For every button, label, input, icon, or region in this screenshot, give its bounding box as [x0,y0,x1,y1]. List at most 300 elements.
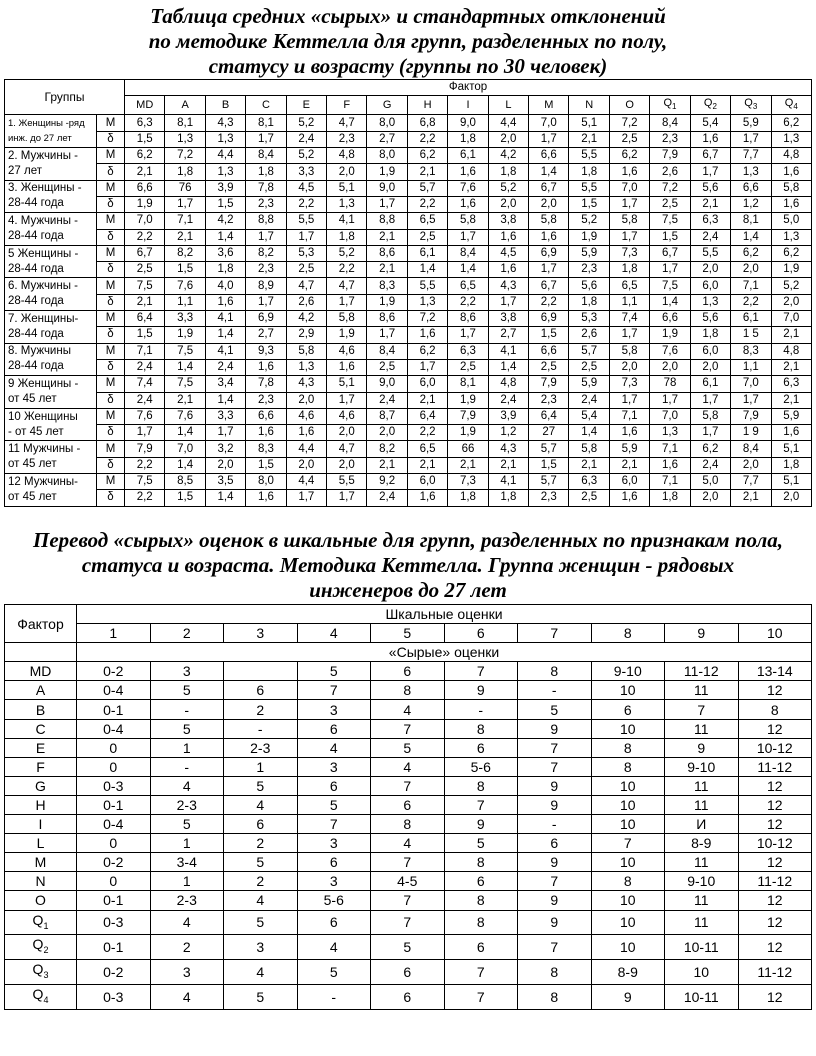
value-cell: 6,2 [690,441,730,457]
value-cell: 2,3 [246,262,286,278]
value-cell: 7,2 [609,115,649,131]
raw-range-cell: 12 [738,910,812,935]
scale-value-header: 6 [444,624,518,643]
table-row [5,408,812,424]
value-cell: 2,5 [367,359,407,375]
factor-letter: H [423,98,432,111]
raw-range-cell: 9 [591,984,665,1009]
value-cell: 7,0 [771,311,811,327]
raw-range-cell: 5 [444,834,518,853]
value-cell: 1,3 [771,229,811,245]
raw-range-cell: 6 [371,984,445,1009]
value-cell: 2,3 [246,392,286,408]
factor-cell [5,910,77,935]
factor-cell [5,795,77,814]
group-label-line: 28-44 года [8,197,64,210]
value-cell: 1,3 [771,131,811,147]
raw-range-cell: - [150,700,224,719]
raw-range-cell: 6 [444,872,518,891]
factor-letter: G [382,98,392,111]
stat-marker: δ [97,262,125,278]
factor-column-header [650,96,690,115]
value-cell: 7,5 [165,376,205,392]
raw-range-cell: 5 [150,681,224,700]
factor-column-header [448,96,488,115]
value-cell: 1,3 [650,425,690,441]
raw-range-cell: 6 [444,935,518,960]
value-cell: 6,9 [246,311,286,327]
value-cell: 9,3 [246,343,286,359]
value-cell: 6,0 [609,474,649,490]
value-cell: 1,6 [327,359,367,375]
value-cell: 1,7 [246,294,286,310]
factor-cell [5,776,77,795]
empty-cell [5,643,77,662]
raw-range-cell: 9 [518,853,592,872]
raw-range-cell: 10 [591,891,665,910]
value-cell: 2,0 [205,457,245,473]
value-cell: 6,5 [407,441,447,457]
raw-range-cell: 9 [518,891,592,910]
value-cell: 1,6 [246,359,286,375]
raw-range-cell: 12 [738,984,812,1009]
raw-range-cell: 10 [591,853,665,872]
raw-range-cell: - [224,719,298,738]
factor-cell [5,757,77,776]
value-cell: 5,1 [771,441,811,457]
value-cell: 5,1 [771,474,811,490]
value-cell: 1,8 [569,294,609,310]
value-cell: 5,6 [569,278,609,294]
title1-line: Таблица средних «сырых» и стандартных отклонений [150,4,666,28]
value-cell: 7,6 [125,408,165,424]
value-cell: 1,4 [165,425,205,441]
value-cell: 27 [529,425,569,441]
value-cell: 1,8 [327,229,367,245]
table-row [5,960,812,985]
group-label-line: 10 Женщины [8,410,78,423]
table-row [5,795,812,814]
factor-letter: C [35,720,46,737]
group-label-line: 28-44 года [8,262,64,275]
value-cell: 1,9 [367,164,407,180]
value-cell: 2,4 [125,392,165,408]
value-cell: 3,9 [488,408,528,424]
value-cell: 4,5 [488,245,528,261]
raw-range-cell: 9 [518,776,592,795]
raw-range-cell: 5 [224,853,298,872]
raw-range-cell: 8-9 [591,960,665,985]
value-cell: 1,7 [609,229,649,245]
value-cell: 1,7 [125,425,165,441]
stat-marker: M [97,311,125,327]
value-cell: 2,0 [609,359,649,375]
value-cell: 6,3 [125,115,165,131]
value-cell: 6,0 [407,474,447,490]
value-cell: 1,7 [488,294,528,310]
table2-title [0,528,816,603]
raw-range-cell: 5 [297,795,371,814]
raw-range-cell: 0-2 [77,662,151,681]
value-cell: 6,2 [407,343,447,359]
raw-range-cell: 1 [224,757,298,776]
scale-value-header: 3 [224,624,298,643]
raw-range-cell: 4 [224,960,298,985]
value-cell: 7,7 [731,148,771,164]
stat-marker: δ [97,425,125,441]
table-row [5,490,812,506]
value-cell: 8,3 [367,278,407,294]
value-cell: 7,9 [529,376,569,392]
value-cell: 2,5 [569,490,609,506]
group-label [5,278,97,311]
value-cell: 4,8 [488,376,528,392]
factor-letter: Q [663,97,673,110]
value-cell: 2,7 [246,327,286,343]
table-row [5,131,812,147]
value-cell: 2,2 [529,294,569,310]
raw-range-cell: 5 [150,815,224,834]
raw-range-cell: 0-3 [77,776,151,795]
value-cell: 7,1 [165,213,205,229]
raw-range-cell: 0 [77,738,151,757]
value-cell: 2,1 [367,229,407,245]
value-cell: 2,0 [690,262,730,278]
raw-range-cell: 9 [518,910,592,935]
value-cell: 7,8 [246,180,286,196]
raw-range-cell: 9 [665,738,739,757]
value-cell: 3,2 [205,441,245,457]
raw-range-cell: 7 [371,719,445,738]
raw-range-cell: 8 [738,700,812,719]
raw-range-cell: 8 [518,960,592,985]
value-cell: 2,1 [125,164,165,180]
stat-marker: M [97,474,125,490]
value-cell: 2,2 [731,294,771,310]
factor-column-header [327,96,367,115]
value-cell: 2,0 [690,359,730,375]
value-cell: 8,9 [246,278,286,294]
group-label [5,115,97,148]
value-cell: 8,0 [246,474,286,490]
value-cell: 2,4 [367,490,407,506]
value-cell: 5,1 [327,376,367,392]
table-row [5,815,812,834]
value-cell: 7,3 [609,245,649,261]
group-label-line: 28-44 года [8,295,64,308]
value-cell: 5,5 [569,148,609,164]
value-cell: 5,9 [569,245,609,261]
value-cell: 1,4 [205,229,245,245]
raw-range-cell: 9-10 [665,757,739,776]
raw-to-scale-table [4,604,812,1010]
raw-range-cell: 3 [297,757,371,776]
value-cell: 1,6 [407,327,447,343]
raw-range-cell: 7 [444,795,518,814]
stat-marker: M [97,343,125,359]
raw-range-cell: 10 [591,910,665,935]
value-cell: 8,2 [367,441,407,457]
raw-range-cell: 11 [665,776,739,795]
raw-range-cell: - [518,681,592,700]
raw-range-cell: 0-1 [77,891,151,910]
value-cell: 1,3 [327,196,367,212]
raw-range-cell: 6 [297,719,371,738]
group-label [5,408,97,441]
value-cell: 2,0 [529,196,569,212]
value-cell: 1,6 [488,229,528,245]
value-cell: 1,4 [407,262,447,278]
value-cell: 1,6 [650,457,690,473]
raw-range-cell: 5 [371,738,445,757]
factor-letter: Q [703,97,713,110]
group-label [5,376,97,409]
value-cell: 1,5 [569,196,609,212]
value-cell: 5,8 [327,311,367,327]
value-cell: 2,0 [771,490,811,506]
table-row [5,853,812,872]
value-cell: 2,3 [529,392,569,408]
value-cell: 1,6 [529,229,569,245]
table-row [5,327,812,343]
raw-range-cell: 2 [224,700,298,719]
value-cell: 1,5 [246,457,286,473]
value-cell: 1,7 [731,131,771,147]
value-cell: 1,7 [731,392,771,408]
value-cell: 1,6 [771,164,811,180]
raw-range-cell: 5 [297,960,371,985]
factor-column-header [205,96,245,115]
stat-marker: M [97,115,125,131]
value-cell: 4,0 [205,278,245,294]
value-cell: 6,7 [690,148,730,164]
factor-letter: N [35,873,46,890]
value-cell: 2,4 [367,392,407,408]
value-cell: 2,4 [488,392,528,408]
value-cell: 7,3 [448,474,488,490]
value-cell: 1,9 [650,327,690,343]
value-cell: 4,8 [771,148,811,164]
group-label-line: 9 Женщины - [8,378,79,391]
value-cell: 1,7 [690,392,730,408]
title2-line: статуса и возраста. Методика Кеттелла. Группа женщин - рядовых [81,553,735,577]
value-cell: 1,8 [569,164,609,180]
group-label-line: 7. Женщины- [8,312,79,325]
raw-range-cell: - [150,757,224,776]
factor-letter: MD [136,98,154,111]
group-label-line: - от 45 лет [8,425,64,438]
group-label [5,343,97,376]
table-row [5,376,812,392]
group-label [5,474,97,507]
factor-letter: L [36,835,45,852]
factor-cell [5,960,77,985]
raw-range-cell: 12 [738,795,812,814]
table-row [5,910,812,935]
table-row [5,700,812,719]
value-cell: 2,2 [407,131,447,147]
value-cell: 5,9 [731,115,771,131]
value-cell: 5,7 [529,441,569,457]
value-cell: 1,4 [448,262,488,278]
value-cell: 1,7 [327,392,367,408]
raw-range-cell: 3 [297,834,371,853]
value-cell: 1,7 [609,327,649,343]
value-cell: 1,7 [165,196,205,212]
raw-range-cell: 0-2 [77,853,151,872]
factor-cell [5,853,77,872]
value-cell: 7,1 [731,278,771,294]
value-cell: 6,7 [650,245,690,261]
value-cell: 8,6 [367,245,407,261]
value-cell: 1,9 [327,327,367,343]
factor-letter: O [625,98,634,111]
value-cell: 6,9 [529,245,569,261]
raw-range-cell: 5 [150,719,224,738]
value-cell: 8,4 [367,343,407,359]
value-cell: 1,7 [448,229,488,245]
value-cell: 6,8 [407,115,447,131]
group-label-line: 27 лет [8,164,42,177]
value-cell: 3,5 [205,474,245,490]
raw-range-cell: 4 [297,738,371,757]
value-cell: 8,6 [448,311,488,327]
scale-header: Шкальные оценки [77,605,812,624]
value-cell: 2,1 [569,131,609,147]
table-row [5,891,812,910]
value-cell: 6,3 [690,213,730,229]
value-cell: 76 [165,180,205,196]
value-cell: 1,4 [205,490,245,506]
stat-marker: δ [97,131,125,147]
factor-subscript: 4 [793,102,798,112]
value-cell: 1,8 [246,164,286,180]
stat-marker: δ [97,229,125,245]
value-cell: 1,6 [205,294,245,310]
value-cell: 7,0 [650,408,690,424]
group-label [5,213,97,246]
value-cell: 1,6 [771,196,811,212]
factor-column-header [488,96,528,115]
value-cell: 7,0 [529,115,569,131]
value-cell: 1,6 [771,425,811,441]
raw-range-cell: 10-11 [665,935,739,960]
value-cell: 4,7 [327,278,367,294]
raw-range-cell: 4 [224,795,298,814]
raw-range-cell: 8 [518,984,592,1009]
value-cell: 4,3 [205,115,245,131]
value-cell: 2,1 [771,392,811,408]
value-cell: 2,0 [488,131,528,147]
raw-range-cell: 1 [150,738,224,757]
factor-letter: F [343,98,351,111]
value-cell: 8,1 [731,213,771,229]
value-cell: 1,7 [529,262,569,278]
stat-marker: M [97,408,125,424]
value-cell: 1,7 [246,131,286,147]
group-label [5,441,97,474]
value-cell: 1,8 [488,490,528,506]
factor-letter: A [35,682,46,699]
value-cell: 4,1 [205,311,245,327]
value-cell: 1,9 [367,294,407,310]
factor-cell [5,935,77,960]
raw-range-cell: 5 [224,776,298,795]
value-cell: 6,7 [529,180,569,196]
value-cell: 1,7 [327,294,367,310]
value-cell: 5,6 [690,311,730,327]
factor-cell [5,662,77,681]
value-cell: 2,1 [367,457,407,473]
raw-range-cell: 11 [665,910,739,935]
value-cell: 1,7 [286,229,326,245]
value-cell: 1,5 [125,131,165,147]
value-cell: 3,3 [165,311,205,327]
value-cell: 6,2 [771,245,811,261]
value-cell: 1,3 [205,131,245,147]
raw-range-cell: 6 [297,776,371,795]
table-row [5,196,812,212]
factor-letter: Q [32,936,44,953]
raw-range-cell: 10-12 [738,738,812,757]
value-cell: 5,6 [690,180,730,196]
value-cell: 6,6 [529,343,569,359]
raw-range-cell: 12 [738,853,812,872]
stat-marker: δ [97,196,125,212]
value-cell: 5,2 [771,278,811,294]
value-cell: 2,6 [569,327,609,343]
table-row [5,834,812,853]
value-cell: 2,3 [650,131,690,147]
value-cell: 1,3 [286,359,326,375]
group-label-line: от 45 лет [8,393,57,406]
raw-range-cell: 0-4 [77,815,151,834]
raw-range-cell: 10 [591,776,665,795]
raw-range-cell: 2-3 [224,738,298,757]
raw-range-cell: 11-12 [738,872,812,891]
value-cell: 5,0 [690,474,730,490]
table-row [5,681,812,700]
raw-range-cell: 8 [591,872,665,891]
raw-range-cell: 5-6 [444,757,518,776]
value-cell: 1,7 [609,196,649,212]
raw-range-cell: 12 [738,776,812,795]
raw-range-cell: 7 [518,872,592,891]
value-cell: 2,7 [488,327,528,343]
value-cell: 1,4 [165,457,205,473]
stat-marker: M [97,148,125,164]
value-cell: 2,0 [650,359,690,375]
value-cell: 7,0 [165,441,205,457]
table-row [5,935,812,960]
factor-letter: MD [29,663,52,680]
raw-range-cell: 0-3 [77,910,151,935]
value-cell: 1,5 [529,327,569,343]
value-cell: 7,5 [125,474,165,490]
raw-range-cell: 6 [591,700,665,719]
scale-value-header: 10 [738,624,812,643]
raw-range-cell: 7 [444,662,518,681]
group-label-line: 3. Женщины - [8,182,82,195]
value-cell: 6,2 [407,148,447,164]
factor-cell [5,681,77,700]
value-cell: 2,2 [125,457,165,473]
value-cell: 1,4 [205,327,245,343]
raw-range-cell: 13-14 [738,662,812,681]
value-cell: 6,7 [529,278,569,294]
value-cell: 6,2 [125,148,165,164]
value-cell: 3,8 [488,311,528,327]
